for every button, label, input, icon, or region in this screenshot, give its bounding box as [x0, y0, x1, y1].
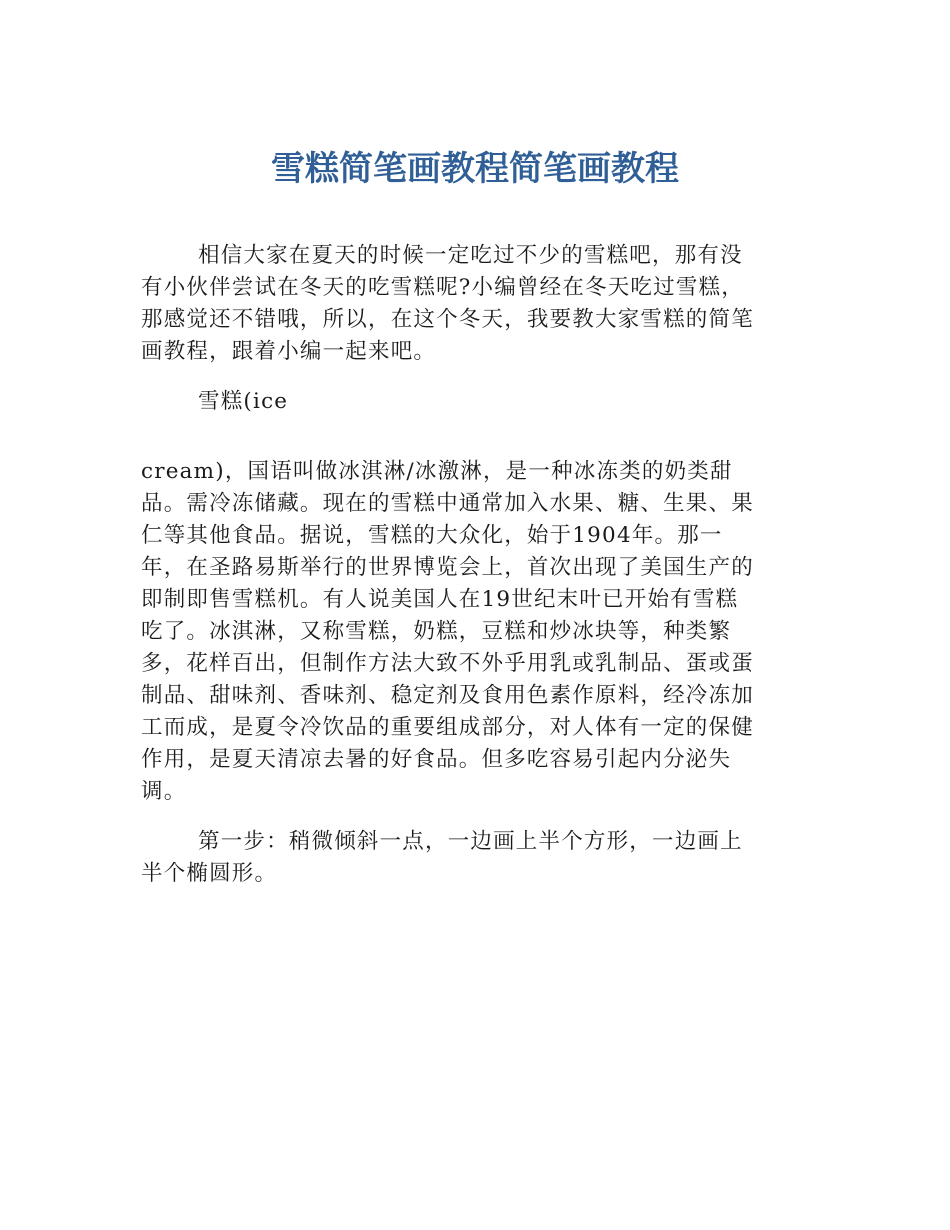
paragraph-line: 那感觉还不错哦，所以，在这个冬天，我要教大家雪糕的简笔: [141, 307, 754, 332]
paragraph-line: 吃了。冰淇淋，又称雪糕，奶糕，豆糕和炒冰块等，种类繁: [141, 619, 732, 644]
paragraph-line: 有小伙伴尝试在冬天的吃雪糕呢?小编曾经在冬天吃过雪糕，: [141, 275, 744, 300]
paragraph-line: 仁等其他食品。据说，雪糕的大众化，始于1904年。那一: [141, 523, 723, 548]
paragraph-step-one: [141, 826, 813, 890]
paragraph-line: 画教程，跟着小编一起来吧。: [141, 339, 437, 364]
paragraph-ice-cream-heading: [141, 386, 813, 418]
paragraph-line: 制品、甜味剂、香味剂、稳定剂及食用色素作原料，经冷冻加: [141, 683, 754, 708]
paragraph-line: 半个椭圆形。: [141, 861, 278, 886]
paragraph-ice-cream-description: [141, 456, 813, 808]
paragraph-line: 相信大家在夏天的时候一定吃过不少的雪糕吧，那有没: [198, 243, 743, 268]
paragraph-line: 即制即售雪糕机。有人说美国人在19世纪末叶已开始有雪糕: [141, 587, 739, 612]
paragraph-intro: [141, 240, 813, 368]
document-title: 雪糕简笔画教程简笔画教程: [271, 149, 679, 189]
paragraph-line: 调。: [141, 779, 187, 804]
paragraph-line: 品。需冷冻储藏。现在的雪糕中通常加入水果、糖、生果、果: [141, 491, 754, 516]
paragraph-line: 作用，是夏天清凉去暑的好食品。但多吃容易引起内分泌失: [141, 747, 732, 772]
paragraph-line: 年，在圣路易斯举行的世界博览会上，首次出现了美国生产的: [141, 555, 754, 580]
paragraph-line: 工而成，是夏令冷饮品的重要组成部分，对人体有一定的保健: [141, 715, 754, 740]
paragraph-line: 第一步：稍微倾斜一点，一边画上半个方形，一边画上: [198, 829, 743, 854]
paragraph-line: cream)，国语叫做冰淇淋/冰激淋，是一种冰冻类的奶类甜: [141, 459, 733, 484]
paragraph-line: 多，花样百出，但制作方法大致不外乎用乳或乳制品、蛋或蛋: [141, 651, 754, 676]
paragraph-line: 雪糕(ice: [198, 389, 289, 414]
